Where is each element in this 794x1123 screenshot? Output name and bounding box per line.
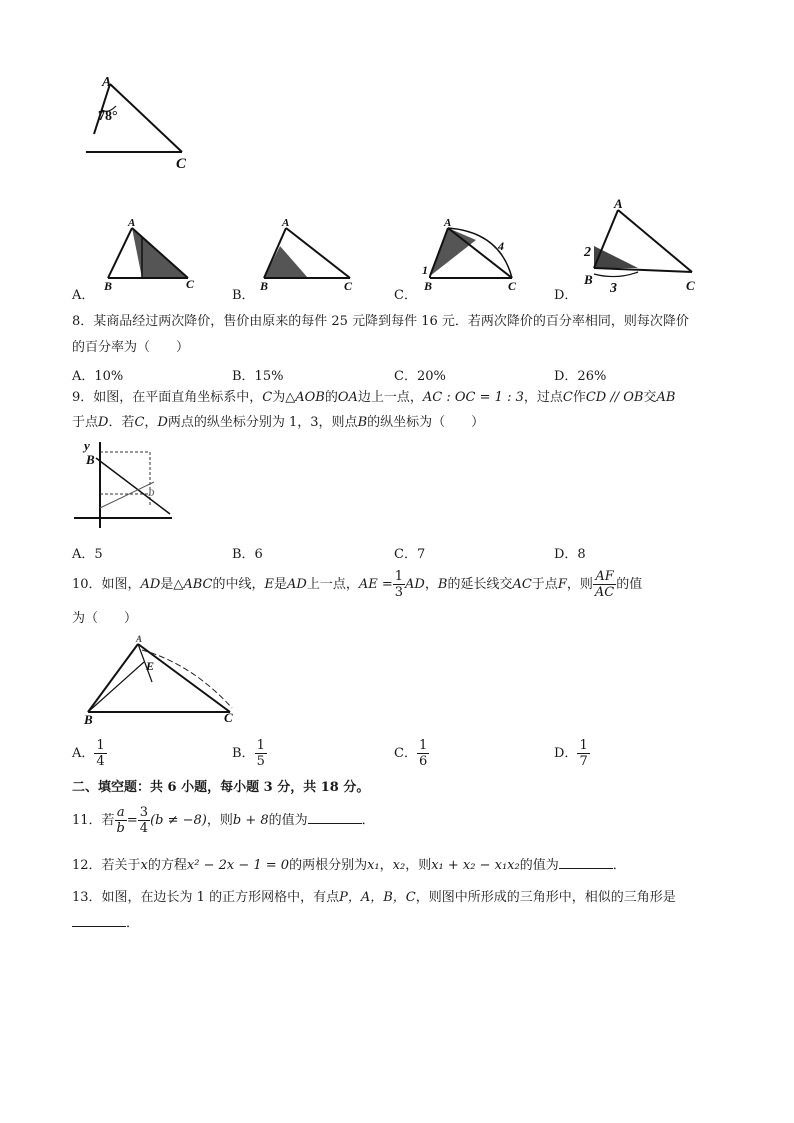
q7c-label-c: C (508, 279, 517, 293)
q10-line2: 为（ ） (72, 611, 138, 626)
q13-answer-blank[interactable] (72, 914, 126, 927)
q7b-label-a: A (282, 217, 290, 229)
q9-option-d[interactable]: D．8 (554, 547, 586, 562)
q7d-label-a: A (614, 196, 623, 211)
q7-label-a: A (102, 75, 112, 90)
q11: 11．若 $\frac{a}{b}$ = $\frac{3}{4}$ (b ≠ −8)，则b + 8的值为 ． (72, 805, 375, 836)
q11-frac-3-4: $\frac{3}{4}$ (139, 805, 149, 836)
q7-option-a[interactable]: A． (72, 288, 95, 303)
q12-answer-blank[interactable] (559, 856, 613, 869)
q7c-label-b: B (424, 279, 433, 293)
q9-option-c[interactable]: C．7 (394, 547, 426, 562)
q9-line2: 于点D．若C，D两点的纵坐标分别为 1，3，则点B的纵坐标为（ ） (72, 415, 485, 430)
q7a-label-c: C (186, 277, 195, 291)
q10-fig-e: E (146, 659, 155, 673)
q7b-label-b: B (260, 279, 269, 293)
q7-option-b-figure (258, 216, 368, 296)
q10-frac-af-ac: $\frac{AF}{AC}$ (594, 569, 615, 600)
q7-angle-label: 78° (98, 109, 118, 124)
q10-option-b[interactable]: B． $\frac{1}{5}$ (232, 738, 265, 769)
q8-option-b[interactable]: B．15% (232, 369, 284, 384)
q8-option-a[interactable]: A．10% (72, 369, 124, 384)
q7d-label-c: C (686, 278, 695, 293)
q10-frac-one-third: $\frac{1}{3}$ (394, 569, 404, 600)
q11-frac-a-b: $\frac{a}{b}$ (116, 805, 125, 836)
q7d-label-b: B (584, 272, 593, 287)
q7c-label-1: 1 (422, 263, 428, 277)
q7-option-d-figure (580, 196, 710, 294)
q7c-label-4: 4 (498, 239, 504, 253)
q12: 12．若关于x的方程x² − 2x − 1 = 0的两根分别为x₁，x₂，则x₁ + x₂ − x₁x₂的值为 ． (72, 858, 626, 873)
q7d-label-2: 2 (584, 245, 591, 260)
q7-option-c-figure (420, 214, 530, 294)
q7-label-c: C (176, 156, 187, 172)
q7-option-a-figure (100, 216, 210, 296)
q9-fig-d: D (148, 488, 155, 498)
q13-line1: 13．如图，在边长为 1 的正方形网格中，有点P，A，B，C，则图中所形成的三角形中，相似的三角形是 (72, 890, 676, 905)
q9-option-b[interactable]: B．6 (232, 547, 263, 562)
q7a-label-b: B (104, 279, 113, 293)
q10-option-a[interactable]: A． $\frac{1}{4}$ (72, 738, 105, 769)
q9-fig-y: y (84, 438, 90, 453)
q7-option-d[interactable]: D． (554, 288, 578, 303)
q10-fig-a: A (136, 634, 143, 644)
q7-main-figure (80, 70, 210, 175)
q9-fig-b: B (86, 452, 95, 467)
q7-option-c[interactable]: C． (394, 288, 417, 303)
q9-option-a[interactable]: A．5 (72, 547, 103, 562)
q7d-label-3: 3 (610, 281, 617, 296)
q9-figure (70, 438, 180, 530)
q10-option-c[interactable]: C． $\frac{1}{6}$ (394, 738, 428, 769)
q8-line1: 8．某商品经过两次降价，售价由原来的每件 25 元降到每件 16 元．若两次降价的百分率相同，则每次降价 (72, 314, 689, 329)
section-2-title: 二、填空题：共 6 小题，每小题 3 分，共 18 分。 (72, 780, 370, 795)
q10-line1: 10．如图，AD是△ABC的中线，E是AD上一点，AE = $\frac{1}{3}$ AD，B的延长线交AC于点F，则 $\frac{AF}{AC}$ 的值 (72, 569, 643, 600)
q11-answer-blank[interactable] (308, 811, 362, 824)
q8-option-c[interactable]: C．20% (394, 369, 446, 384)
q10-fig-b: B (84, 712, 93, 727)
q8-option-d[interactable]: D．26% (554, 369, 607, 384)
q10-option-d[interactable]: D． $\frac{1}{7}$ (554, 738, 588, 769)
q10-figure (82, 634, 247, 726)
q13-line2: ． (72, 914, 139, 933)
q9-line1: 9．如图，在平面直角坐标系中，C为△AOB的OA边上一点，AC : OC = 1 : 3，过点C作CD // OB交AB (72, 390, 676, 405)
q7-option-b[interactable]: B． (232, 288, 255, 303)
q8-line2: 的百分率为（ ） (72, 340, 190, 355)
q7c-label-a: A (444, 217, 452, 229)
q10-fig-c: C (224, 710, 233, 725)
q7a-label-a: A (128, 217, 136, 229)
q7b-label-c: C (344, 279, 353, 293)
